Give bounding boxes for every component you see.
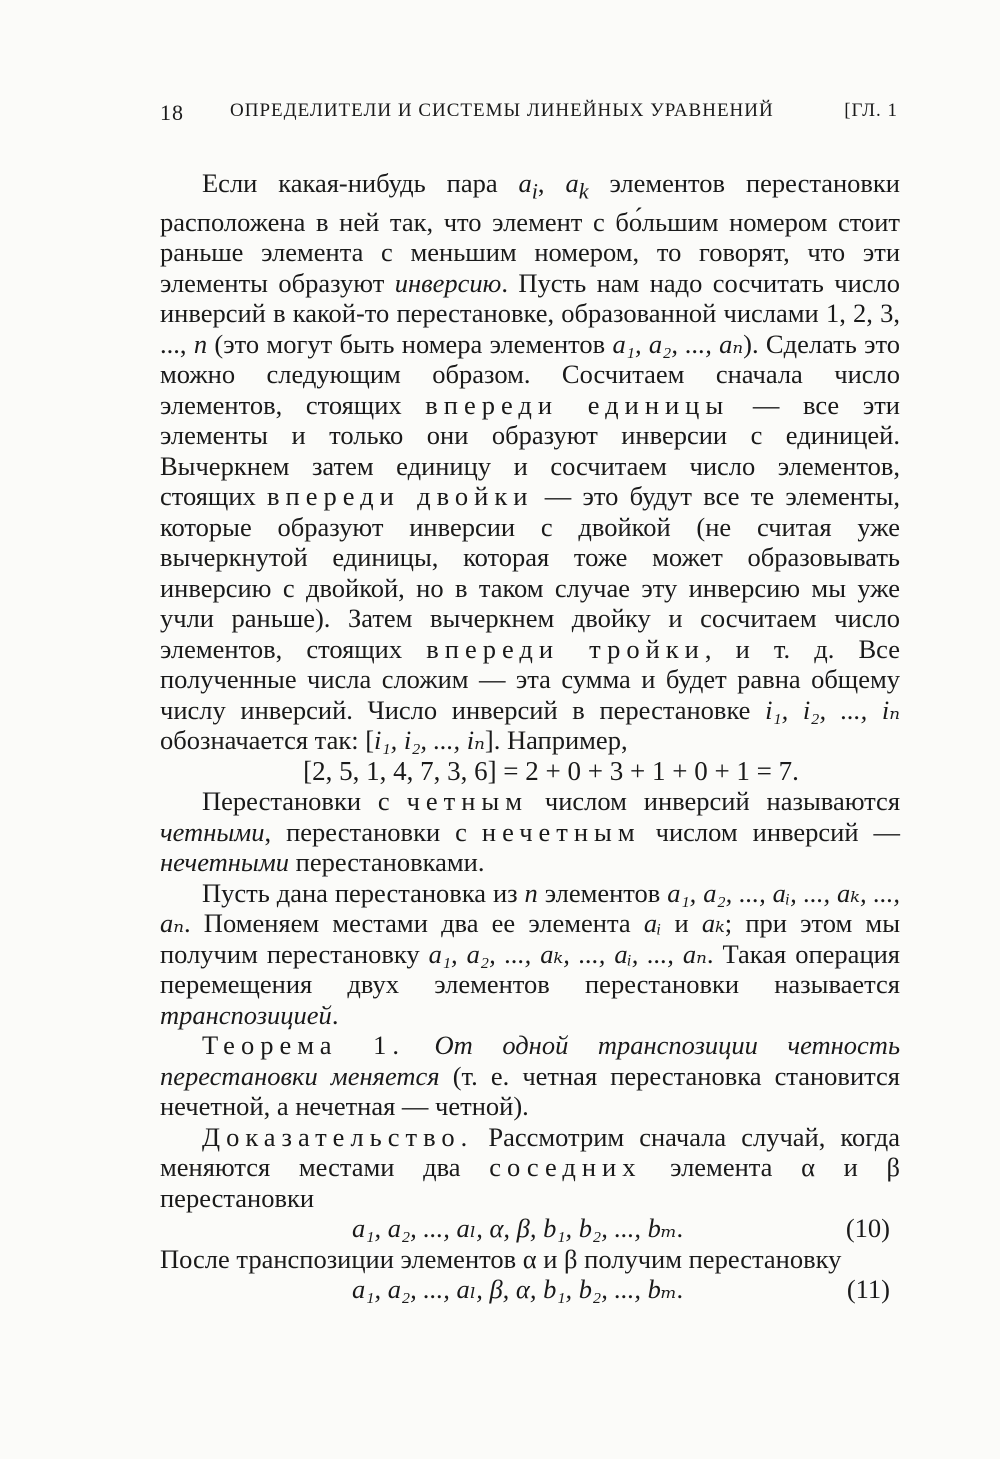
header-title: ОПРЕДЕЛИТЕЛИ И СИСТЕМЫ ЛИНЕЙНЫХ УРАВНЕНИЙ xyxy=(230,100,774,121)
theorem-statement: От одной транспозиции четность перестановки меняется xyxy=(160,1030,901,1091)
term-even: четными xyxy=(160,816,265,847)
paragraph-transposition: Пусть дана перестановка из n элементов a₁, a₂, ..., aᵢ, ..., aₖ, ..., aₙ. Поменяем местами два ее элемента aᵢ и aₖ; при этом мы получим перестановку a₁, a₂, ..., aₖ, ..., aᵢ, ..., aₙ. Такая операция перемещения двух элементов перестановки называется транспозицией. xyxy=(160,877,900,1030)
theorem-1: Теорема 1. От одной транспозиции четность перестановки меняется (т. е. четная перестановка становится нечетной, а нечетная — четной). xyxy=(160,1030,901,1122)
paragraph-inversions: Если какая-нибудь пара $a_i$, $a_k$ элементов перестановки расположена в ней так, что элемент с бо́льшим номером стоит раньше элемента с меньшим номером, то говорят, что эти элементы образуют инверсию. Пусть нам надо сосчитать число инверсий в какой-то перестановке, образованной числами 1, 2, 3, ..., n (это могут быть номера элементов a₁, a₂, ..., aₙ). Сделать это можно следующим образом. Сосчитаем сначала число элементов, стоящих впереди единицы — все эти элементы и только они образуют инверсии с единицей. Вычеркнем затем единицу и сосчитаем число элементов, стоящих впереди двойки — это будут все те элементы, которые образуют инверсии с двойкой (не считая уже вычеркнутой единицы, которая тоже может образовывать инверсию с двойкой, но в таком случае эту инверсию мы уже учли раньше). Затем вычеркнем двойку и сосчитаем число элементов, стоящих впереди тройки, и т. д. Все полученные числа сложим — эта сумма и будет равна общему числу инверсий. Число инверсий в перестановке i₁, i₂, ..., iₙ обозначается так: [i₁, i₂, ..., iₙ]. Например, xyxy=(160,168,900,756)
term-odd: нечетными xyxy=(160,847,290,878)
page-number: 18 xyxy=(160,100,184,125)
theorem-label: Теорема 1. xyxy=(202,1030,405,1061)
equation-10: a₁, a₂, ..., aₗ, α, β, b₁, b₂, ..., bₘ. (10) xyxy=(352,1213,890,1244)
proof-paragraph: Доказательство. Рассмотрим сначала случай, когда меняются местами два соседних элемента α и β перестановки xyxy=(160,1121,901,1213)
example-formula: [2, 5, 1, 4, 7, 3, 6] = 2 + 0 + 3 + 1 + 0 + 1 = 7. xyxy=(303,755,799,786)
paragraph-after-transposition: После транспозиции элементов α и β получим перестановку xyxy=(160,1243,842,1274)
equation-11: a₁, a₂, ..., aₗ, β, α, b₁, b₂, ..., bₘ. (11) xyxy=(352,1274,890,1305)
equation-number: (11) xyxy=(846,1274,890,1305)
proof-label: Доказательство. xyxy=(202,1121,474,1152)
term-inversion: инверсию xyxy=(394,267,502,298)
term-transposition: транспозицией xyxy=(160,999,332,1030)
paragraph-even-odd: Перестановки с четным числом инверсий называются четными, перестановки с нечетным числом инверсий — нечетными перестановками. xyxy=(160,786,901,878)
chapter-label: [ГЛ. 1 xyxy=(844,100,898,121)
equation-number: (10) xyxy=(845,1213,890,1244)
page-body xyxy=(160,168,900,1305)
